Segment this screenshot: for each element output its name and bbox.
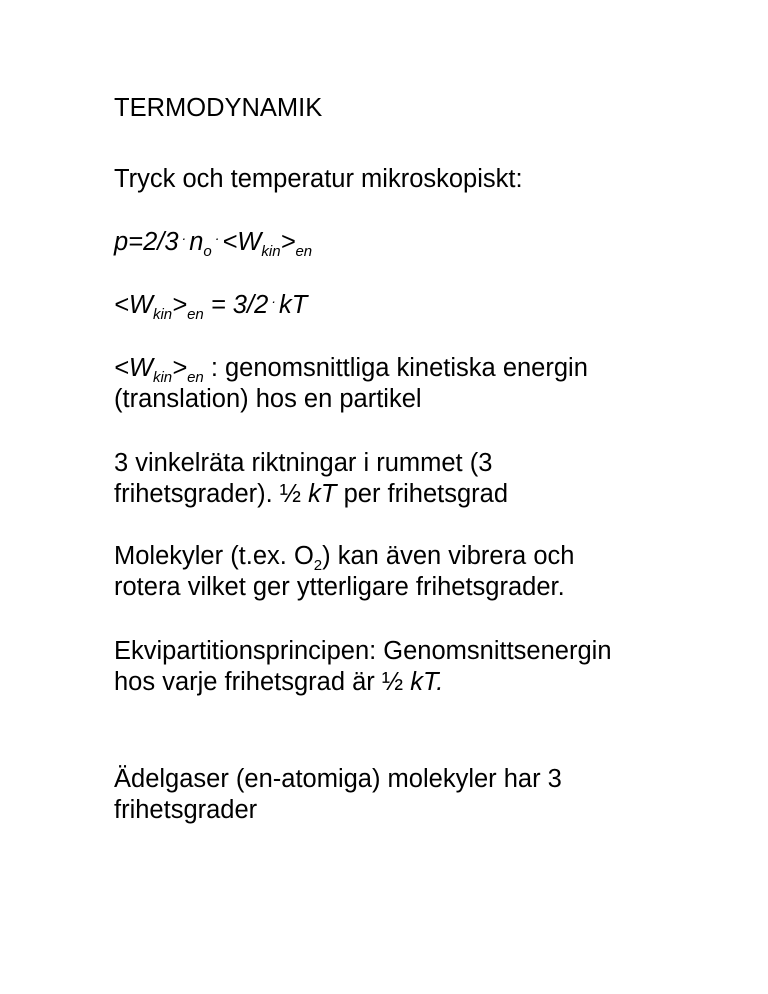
- en-subscript: en: [187, 306, 204, 323]
- n-symbol: n: [189, 228, 204, 256]
- section-heading: Tryck och temperatur mikroskopiskt:: [114, 165, 523, 193]
- w-subscript: kin: [152, 306, 173, 323]
- molecules-line-2: rotera vilket ger ytterligare frihetsgrader.: [114, 573, 565, 601]
- definition-text: : genomsnittliga kinetiska energin: [203, 354, 588, 382]
- w-close: >: [280, 228, 296, 256]
- definition-line-2: (translation) hos en partikel: [114, 385, 422, 413]
- w-subscript: kin: [261, 243, 281, 260]
- energy-formula: [114, 290, 307, 321]
- kt-symbol: kT: [308, 480, 337, 508]
- equipartition-line-1: Ekvipartitionsprincipen: Genomsnittsenergin: [114, 637, 612, 665]
- w-open: <W: [114, 291, 153, 319]
- equipartition-line-2: [114, 667, 443, 698]
- directions-text-start: frihetsgrader). ½: [114, 480, 309, 508]
- directions-text-end: per frihetsgrad: [336, 480, 509, 508]
- kt-symbol: kT: [278, 291, 308, 319]
- directions-line-1: 3 vinkelräta riktningar i rummet (3: [114, 449, 493, 477]
- w-open: <W: [222, 228, 262, 256]
- directions-line-2: [114, 479, 508, 510]
- molecules-text-end: ) kan även vibrera och: [322, 542, 575, 570]
- n-subscript: o: [203, 243, 212, 260]
- w-close: >: [172, 291, 188, 319]
- w-open: <W: [114, 354, 153, 382]
- multiplication-dot: ·: [271, 293, 276, 309]
- kt-symbol: kT.: [410, 668, 444, 696]
- noble-gases-line-2: frihetsgrader: [114, 796, 258, 824]
- multiplication-dot: ·: [181, 230, 187, 246]
- en-subscript: en: [187, 369, 204, 386]
- multiplication-dot: ·: [214, 230, 220, 246]
- w-subscript: kin: [152, 369, 173, 386]
- pressure-formula: [114, 227, 312, 258]
- equals-fraction: = 3/2: [203, 291, 269, 319]
- en-subscript: en: [295, 243, 313, 260]
- equipartition-text: hos varje frihetsgrad är ½: [114, 668, 411, 696]
- molecules-line-1: [114, 541, 574, 572]
- noble-gases-line-1: Ädelgaser (en-atomiga) molekyler har 3: [114, 765, 562, 793]
- pressure-lhs: p=2/3: [114, 228, 179, 256]
- oxygen-subscript: 2: [313, 557, 323, 574]
- w-close: >: [172, 354, 188, 382]
- definition-line-1: [114, 353, 588, 384]
- document-title: TERMODYNAMIK: [114, 94, 323, 122]
- molecules-text-start: Molekyler (t.ex. O: [114, 542, 314, 570]
